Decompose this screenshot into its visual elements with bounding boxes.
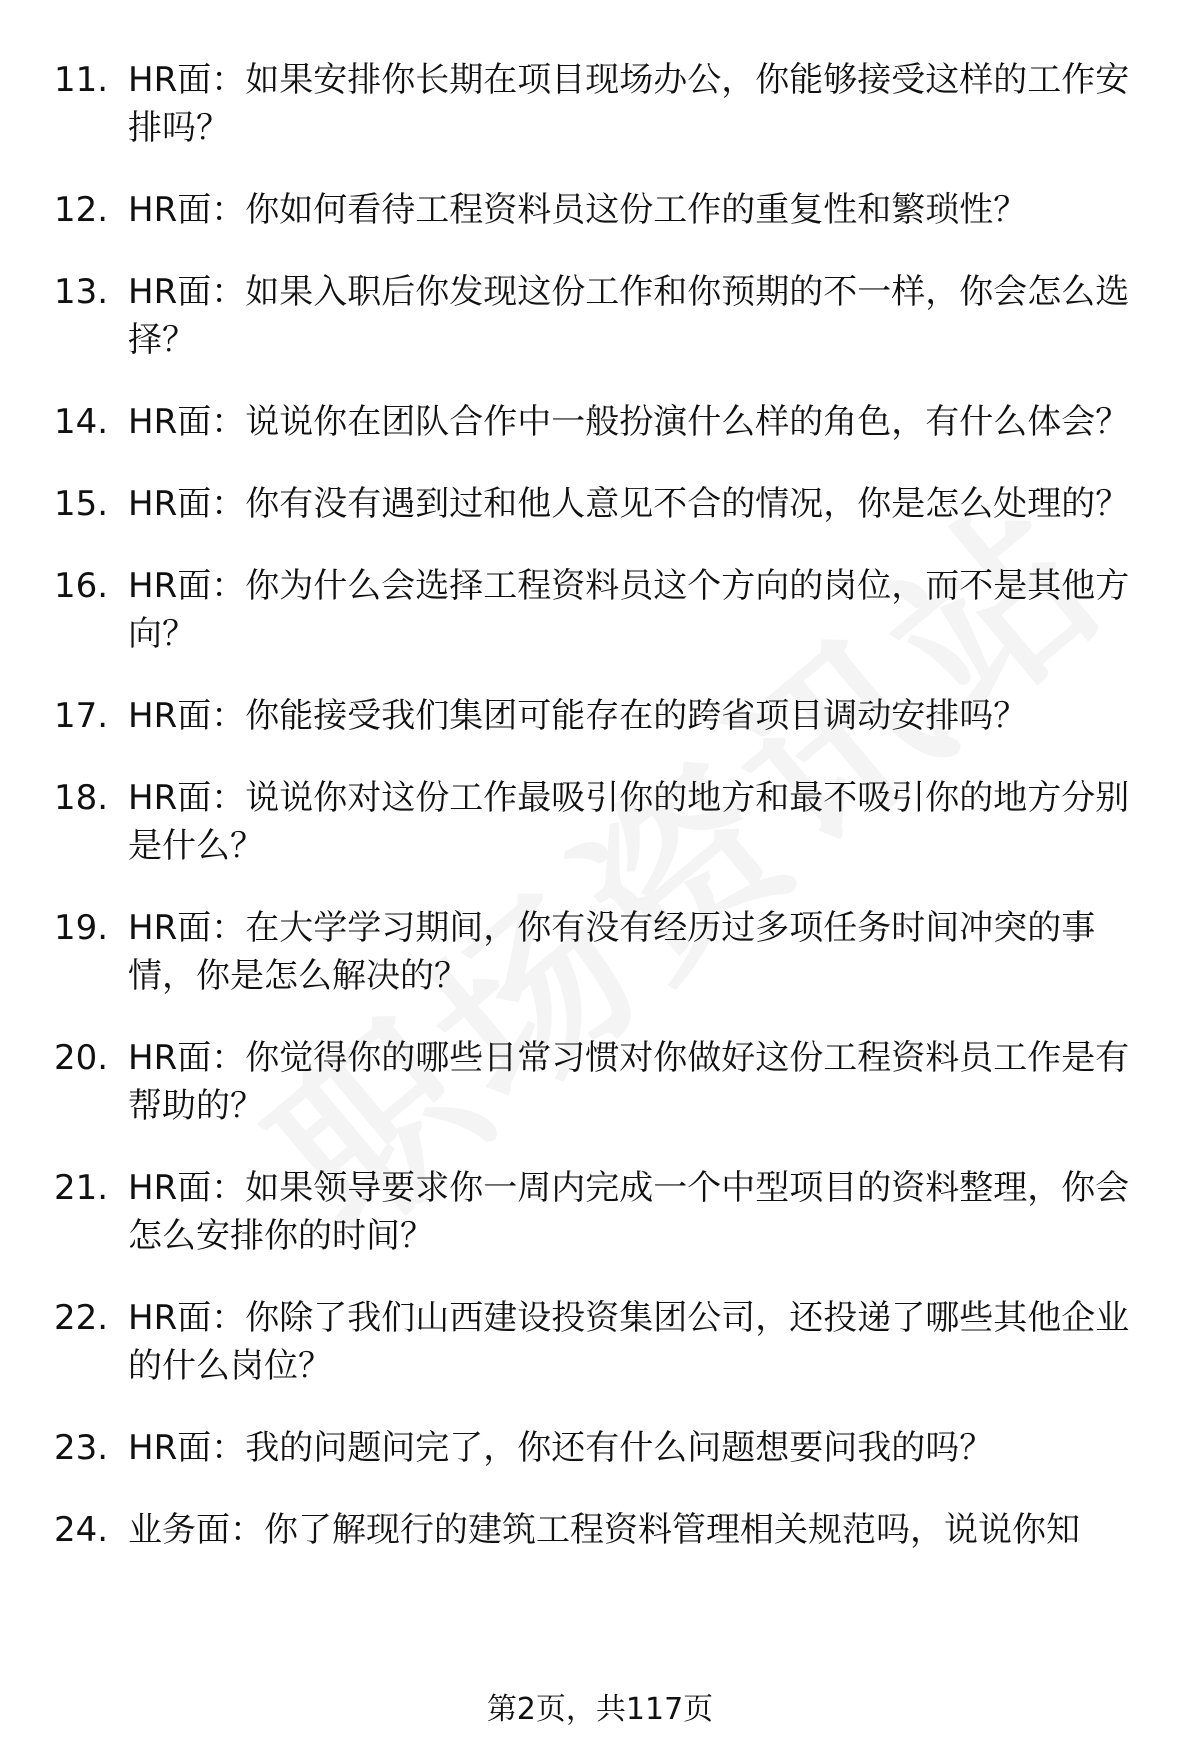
question-number: 18.	[54, 778, 109, 818]
list-item	[54, 56, 1154, 152]
question-text: HR面：你觉得你的哪些日常习惯对你做好这份工程资料员工作是有帮助的？	[128, 1038, 1130, 1126]
list-item	[54, 562, 1154, 658]
list-item	[54, 1164, 1154, 1260]
question-number: 24.	[54, 1510, 109, 1550]
list-item	[54, 1294, 1154, 1390]
list-item	[54, 904, 1154, 1000]
list-item	[54, 774, 1154, 870]
question-text: HR面：你有没有遇到过和他人意见不合的情况，你是怎么处理的？	[128, 484, 1130, 524]
list-item	[54, 1506, 1154, 1554]
question-text: HR面：在大学学习期间，你有没有经历过多项任务时间冲突的事情，你是怎么解决的？	[128, 908, 1096, 996]
question-number: 20.	[54, 1038, 109, 1078]
question-text: HR面：如果入职后你发现这份工作和你预期的不一样，你会怎么选择？	[128, 272, 1130, 360]
list-item	[54, 186, 1154, 234]
list-item	[54, 1034, 1154, 1130]
question-number: 16.	[54, 566, 109, 606]
question-text: HR面：我的问题问完了，你还有什么问题想要问我的吗？	[128, 1428, 994, 1468]
question-number: 19.	[54, 908, 109, 948]
question-number: 23.	[54, 1428, 109, 1468]
question-text: 业务面：你了解现行的建筑工程资料管理相关规范吗，说说你知	[128, 1510, 1080, 1550]
question-number: 14.	[54, 402, 109, 442]
question-number: 11.	[54, 60, 109, 100]
question-list	[54, 56, 1154, 1554]
question-number: 22.	[54, 1298, 109, 1338]
question-text: HR面：你能接受我们集团可能存在的跨省项目调动安排吗？	[128, 696, 1028, 736]
question-number: 17.	[54, 696, 109, 736]
question-text: HR面：你除了我们山西建设投资集团公司，还投递了哪些其他企业的什么岗位？	[128, 1298, 1130, 1386]
question-text: HR面：如果领导要求你一周内完成一个中型项目的资料整理，你会怎么安排你的时间？	[128, 1168, 1130, 1256]
question-number: 13.	[54, 272, 109, 312]
question-number: 12.	[54, 190, 109, 230]
list-item	[54, 268, 1154, 364]
list-item	[54, 398, 1154, 446]
question-number: 21.	[54, 1168, 109, 1208]
question-text: HR面：你如何看待工程资料员这份工作的重复性和繁琐性？	[128, 190, 1028, 230]
question-text: HR面：说说你在团队合作中一般扮演什么样的角色，有什么体会？	[128, 402, 1130, 442]
list-item	[54, 692, 1154, 740]
list-item	[54, 480, 1154, 528]
list-item	[54, 1424, 1154, 1472]
page-number-footer: 第2页，共117页	[486, 1692, 714, 1727]
question-text: HR面：说说你对这份工作最吸引你的地方和最不吸引你的地方分别是什么？	[128, 778, 1130, 866]
question-text: HR面：你为什么会选择工程资料员这个方向的岗位，而不是其他方向？	[128, 566, 1130, 654]
question-text: HR面：如果安排你长期在项目现场办公，你能够接受这样的工作安排吗？	[128, 60, 1130, 148]
question-number: 15.	[54, 484, 109, 524]
